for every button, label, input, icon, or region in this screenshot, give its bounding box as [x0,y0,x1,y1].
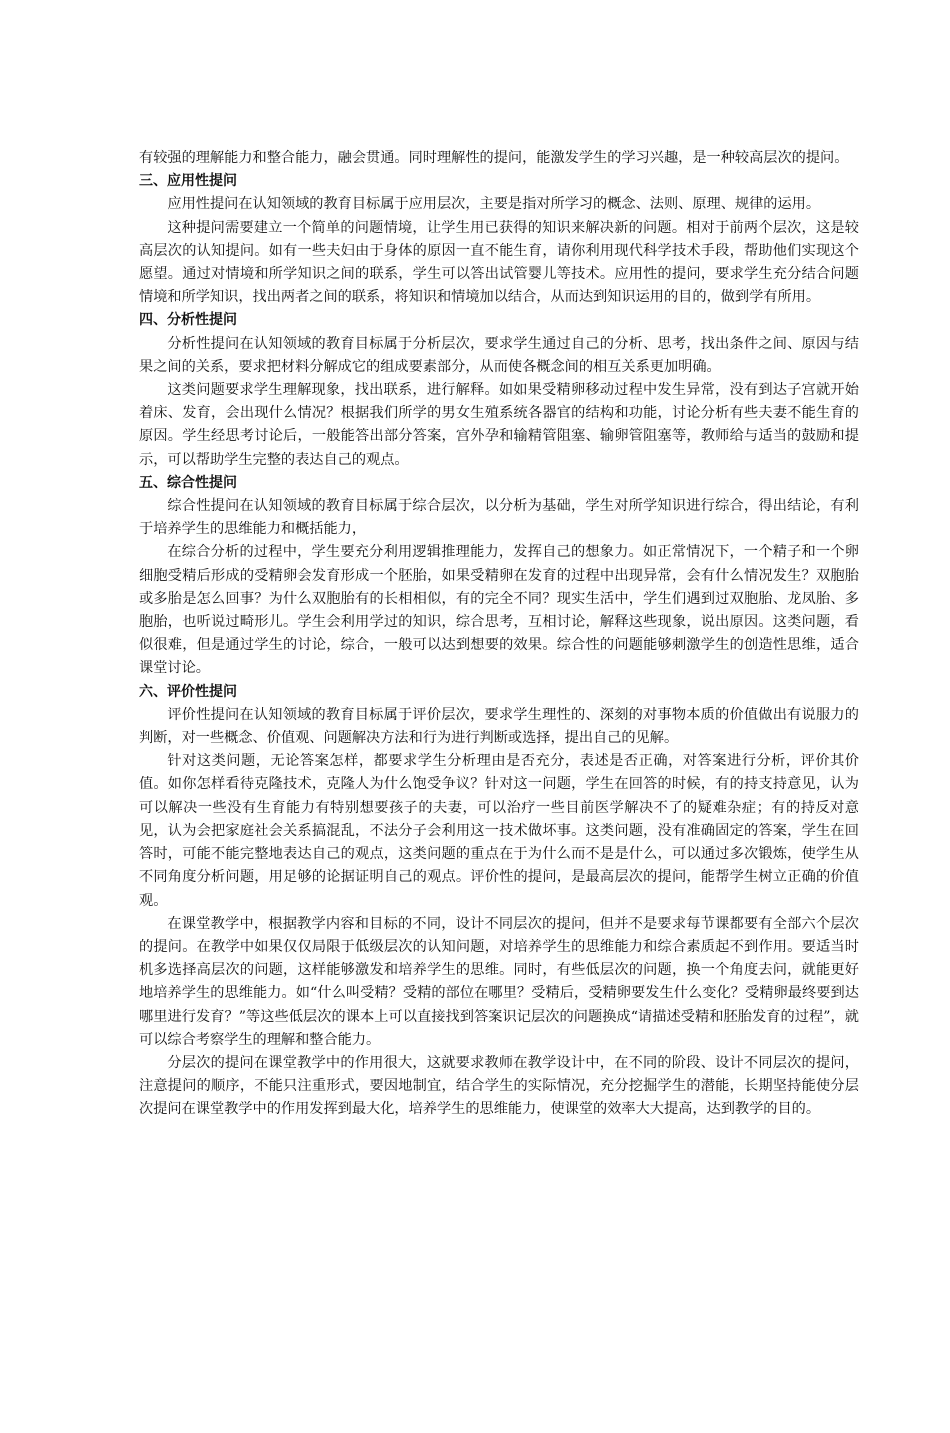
intro-tail-paragraph: 有较强的理解能力和整合能力，融会贯通。同时理解性的提问，能激发学生的学习兴趣，是一种较高层次的提问。 [139,150,849,166]
section-analysis [139,309,859,471]
section-evaluation [139,681,859,1122]
section-synthesis [139,472,859,681]
paragraph: 在综合分析的过程中，学生要充分利用逻辑推理能力，发挥自己的想象力。如正常情况下，一个精子和一个卵细胞受精后形成的受精卵会发育形成一个胚胎，如果受精卵在发育的过程中出现异常，会有什么情况发生？双胞胎或多胎是怎么回事？为什么双胞胎有的长相相似，有的完全不同？现实生活中，学生们遇到过双胞胎、龙凤胎、多胞胎，也听说过畸形儿。学生会利用学过的知识，综合思考，互相讨论，解释这些现象，说出原因。这类问题，看似很难，但是通过学生的讨论，综合，一般可以达到想要的效果。综合性的问题能够刺激学生的创造性思维，适合课堂讨论。 [139,544,859,677]
paragraph: 这类问题要求学生理解现象，找出联系，进行解释。如如果受精卵移动过程中发生异常，没有到达子宫就开始着床、发育，会出现什么情况？根据我们所学的男女生殖系统各器官的结构和功能，讨论分析有些夫妻不能生育的原因。学生经思考讨论后，一般能答出部分答案，宫外孕和输精管阻塞、输卵管阻塞等，教师给与适当的鼓励和提示，可以帮助学生完整的表达自己的观点。 [139,382,859,468]
section-application [139,170,859,309]
paragraph: 在课堂教学中，根据教学内容和目标的不同，设计不同层次的提问，但并不是要求每节课都要有全部六个层次的提问。在教学中如果仅仅局限于低级层次的认知问题，对培养学生的思维能力和综合素质起不到作用。要适当时机多选择高层次的问题，这样能够激发和培养学生的思维。同时，有些低层次的问题，换一个角度去问，就能更好地培养学生的思维能力。如“什么叫受精？受精的部位在哪里？受精后，受精卵要发生什么变化？受精卵最终要到达哪里进行发育？”等这些低层次的课本上可以直接找到答案识记层次的问题换成“请描述受精和胚胎发育的过程”，就可以综合考察学生的理解和整合能力。 [139,915,859,1048]
section-heading-analysis: 四、分析性提问 [139,312,237,329]
paragraph: 分析性提问在认知领域的教育目标属于分析层次，要求学生通过自己的分析、思考，找出条件之间、原因与结果之间的关系，要求把材料分解成它的组成要素部分，从而使各概念间的相互关系更加明确。 [139,335,859,375]
paragraph: 评价性提问在认知领域的教育目标属于评价层次，要求学生理性的、深刻的对事物本质的价值做出有说服力的判断，对一些概念、价值观、问题解决方法和行为进行判断或选择，提出自己的见解。 [139,706,859,747]
paragraph: 分层次的提问在课堂教学中的作用很大，这就要求教师在教学设计中，在不同的阶段、设计不同层次的提问，注意提问的顺序，不能只注重形式，要因地制宜，结合学生的实际情况，充分挖掘学生的潜能，长期坚持能使分层次提问在课堂教学中的作用发挥到最大化，培养学生的思维能力，使课堂的效率大大提高，达到教学的目的。 [139,1054,859,1118]
paragraph: 针对这类问题，无论答案怎样，都要求学生分析理由是否充分，表述是否正确，对答案进行分析，评价其价值。如你怎样看待克隆技术，克隆人为什么饱受争议？针对这一问题，学生在回答的时候，有的持支持意见，认为可以解决一些没有生育能力有特别想要孩子的夫妻，可以治疗一些目前医学解决不了的疑难杂症；有的持反对意见，认为会把家庭社会关系搞混乱，不法分子会利用这一技术做坏事。这类问题，没有准确固定的答案，学生在回答时，可能不能完整地表达自己的观点，这类问题的重点在于为什么而不是是什么，可以通过多次锻炼，使学生从不同角度分析问题，用足够的论据证明自己的观点。评价性的提问，是最高层次的提问，能帮学生树立正确的价值观。 [139,753,859,909]
section-heading-evaluation: 六、评价性提问 [139,683,237,700]
document-page [139,147,859,1122]
paragraph: 这种提问需要建立一个简单的问题情境，让学生用已获得的知识来解决新的问题。相对于前两个层次，这是较高层次的认知提问。如有一些夫妇由于身体的原因一直不能生育，请你利用现代科学技术手段，帮助他们实现这个愿望。通过对情境和所学知识之间的联系，学生可以答出试管婴儿等技术。应用性的提问，要求学生充分结合问题情境和所学知识，找出两者之间的联系，将知识和情境加以结合，从而达到知识运用的目的，做到学有所用。 [139,219,859,306]
paragraph: 综合性提问在认知领域的教育目标属于综合层次，以分析为基础，学生对所学知识进行综合，得出结论，有利于培养学生的思维能力和概括能力， [139,498,859,538]
paragraph: 应用性提问在认知领域的教育目标属于应用层次，主要是指对所学习的概念、法则、原理、规律的运用。 [167,196,821,213]
section-heading-synthesis: 五、综合性提问 [139,474,237,491]
section-heading-application: 三、应用性提问 [139,173,237,190]
